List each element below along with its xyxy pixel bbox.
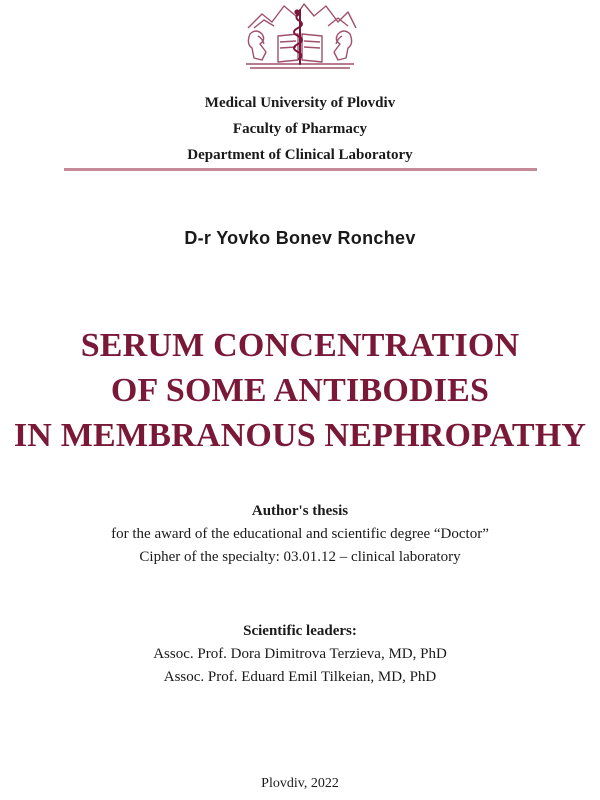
- degree-line: for the award of the educational and scientific degree “Doctor”: [111, 526, 489, 542]
- leaders-heading: Scientific leaders:: [243, 623, 357, 639]
- specialty-cipher-line: Cipher of the specialty: 03.01.12 – clinical laboratory: [139, 549, 461, 565]
- faculty-name: Faculty of Pharmacy: [232, 121, 368, 137]
- scientific-leaders: [0, 620, 600, 689]
- leader-item: Assoc. Prof. Eduard Emil Tilkeian, MD, PhD: [163, 669, 437, 685]
- place-and-year: Plovdiv, 2022: [261, 776, 339, 791]
- thesis-title: [0, 323, 600, 458]
- leader-item: Assoc. Prof. Dora Dimitrova Terzieva, MD, PhD: [153, 646, 447, 662]
- university-name: Medical University of Plovdiv: [204, 95, 396, 111]
- title-line-3: IN MEMBRANOUS NEPHROPATHY: [13, 417, 587, 454]
- title-line-2: OF SOME ANTIBODIES: [110, 372, 490, 409]
- thesis-description: [0, 500, 600, 569]
- institution-header: [0, 90, 600, 168]
- university-crest-icon: [240, 0, 360, 70]
- thesis-heading: Author's thesis: [251, 503, 349, 519]
- title-line-1: SERUM CONCENTRATION: [80, 327, 520, 364]
- header-divider: [64, 168, 537, 171]
- department-name: Department of Clinical Laboratory: [187, 147, 413, 163]
- author-name: D-r Yovko Bonev Ronchev: [184, 228, 416, 248]
